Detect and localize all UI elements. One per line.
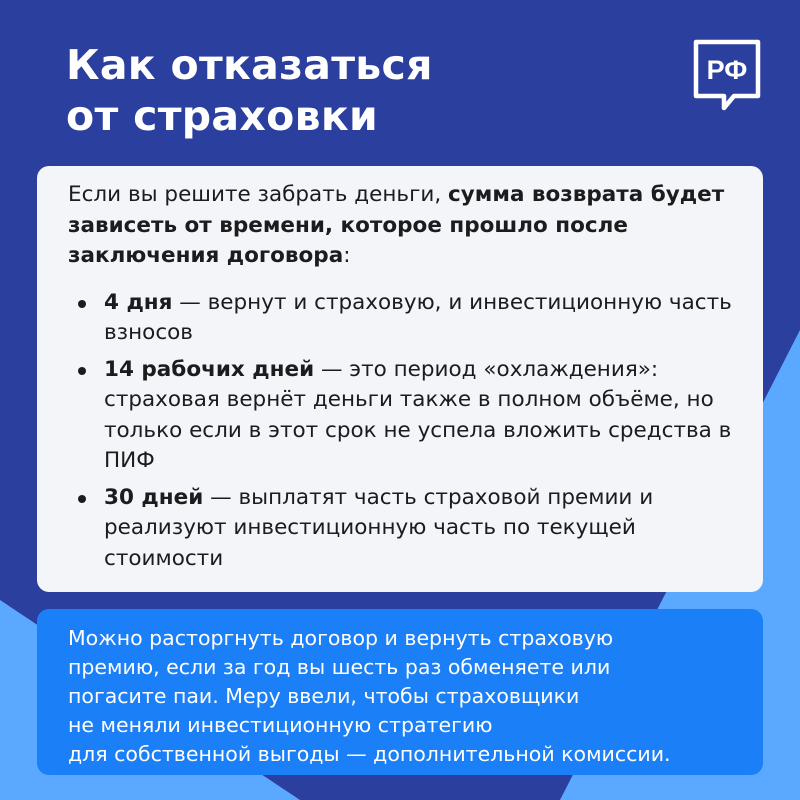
title-line-1: Как отказаться <box>66 41 433 89</box>
list-item-term: 14 рабочих дней <box>104 356 315 382</box>
list-item <box>68 288 741 349</box>
list-item-term: 30 дней <box>104 484 204 510</box>
title-line-2: от страховки <box>66 92 379 140</box>
refund-periods-list <box>68 288 741 575</box>
list-item-text: — выплатят часть страховой премии и реализуют инвестиционную часть по текущей стоимости <box>104 484 654 571</box>
list-item <box>68 483 741 575</box>
note-line: для собственной выгоды — дополнительной комиссии. <box>68 742 671 766</box>
card-intro <box>68 180 741 272</box>
bullet-icon <box>78 495 86 503</box>
note-line: премию, если за год вы шесть раз обменяете или <box>68 655 611 679</box>
intro-text-bold: сумма возврата будет зависеть от времени, которое прошло после заключения договора <box>68 182 725 268</box>
note-line: погасите паи. Меру ввели, чтобы страховщики <box>68 684 580 708</box>
bullet-icon <box>78 367 86 375</box>
list-item-term: 4 дня <box>104 289 173 315</box>
bullet-icon <box>78 300 86 308</box>
list-item <box>68 355 741 477</box>
intro-text-plain: Если вы решите забрать деньги, <box>68 182 449 207</box>
rf-logo <box>690 38 764 112</box>
list-item-text: — это период «охлаждения»: страховая вернёт деньги также в полном объёме, но только если в этот срок не успела вложить средства в ПИФ <box>104 356 732 473</box>
list-item-text: — вернут и страховую, и инвестиционную часть взносов <box>104 289 732 345</box>
logo-text: РФ <box>706 55 748 85</box>
page-title <box>66 40 433 142</box>
note-text <box>68 624 741 769</box>
info-card <box>37 166 763 592</box>
note-line: не меняли инвестиционную стратегию <box>68 713 493 737</box>
note-line: Можно расторгнуть договор и вернуть страховую <box>68 626 614 650</box>
note-card <box>37 609 763 775</box>
intro-text-colon: : <box>343 243 351 268</box>
